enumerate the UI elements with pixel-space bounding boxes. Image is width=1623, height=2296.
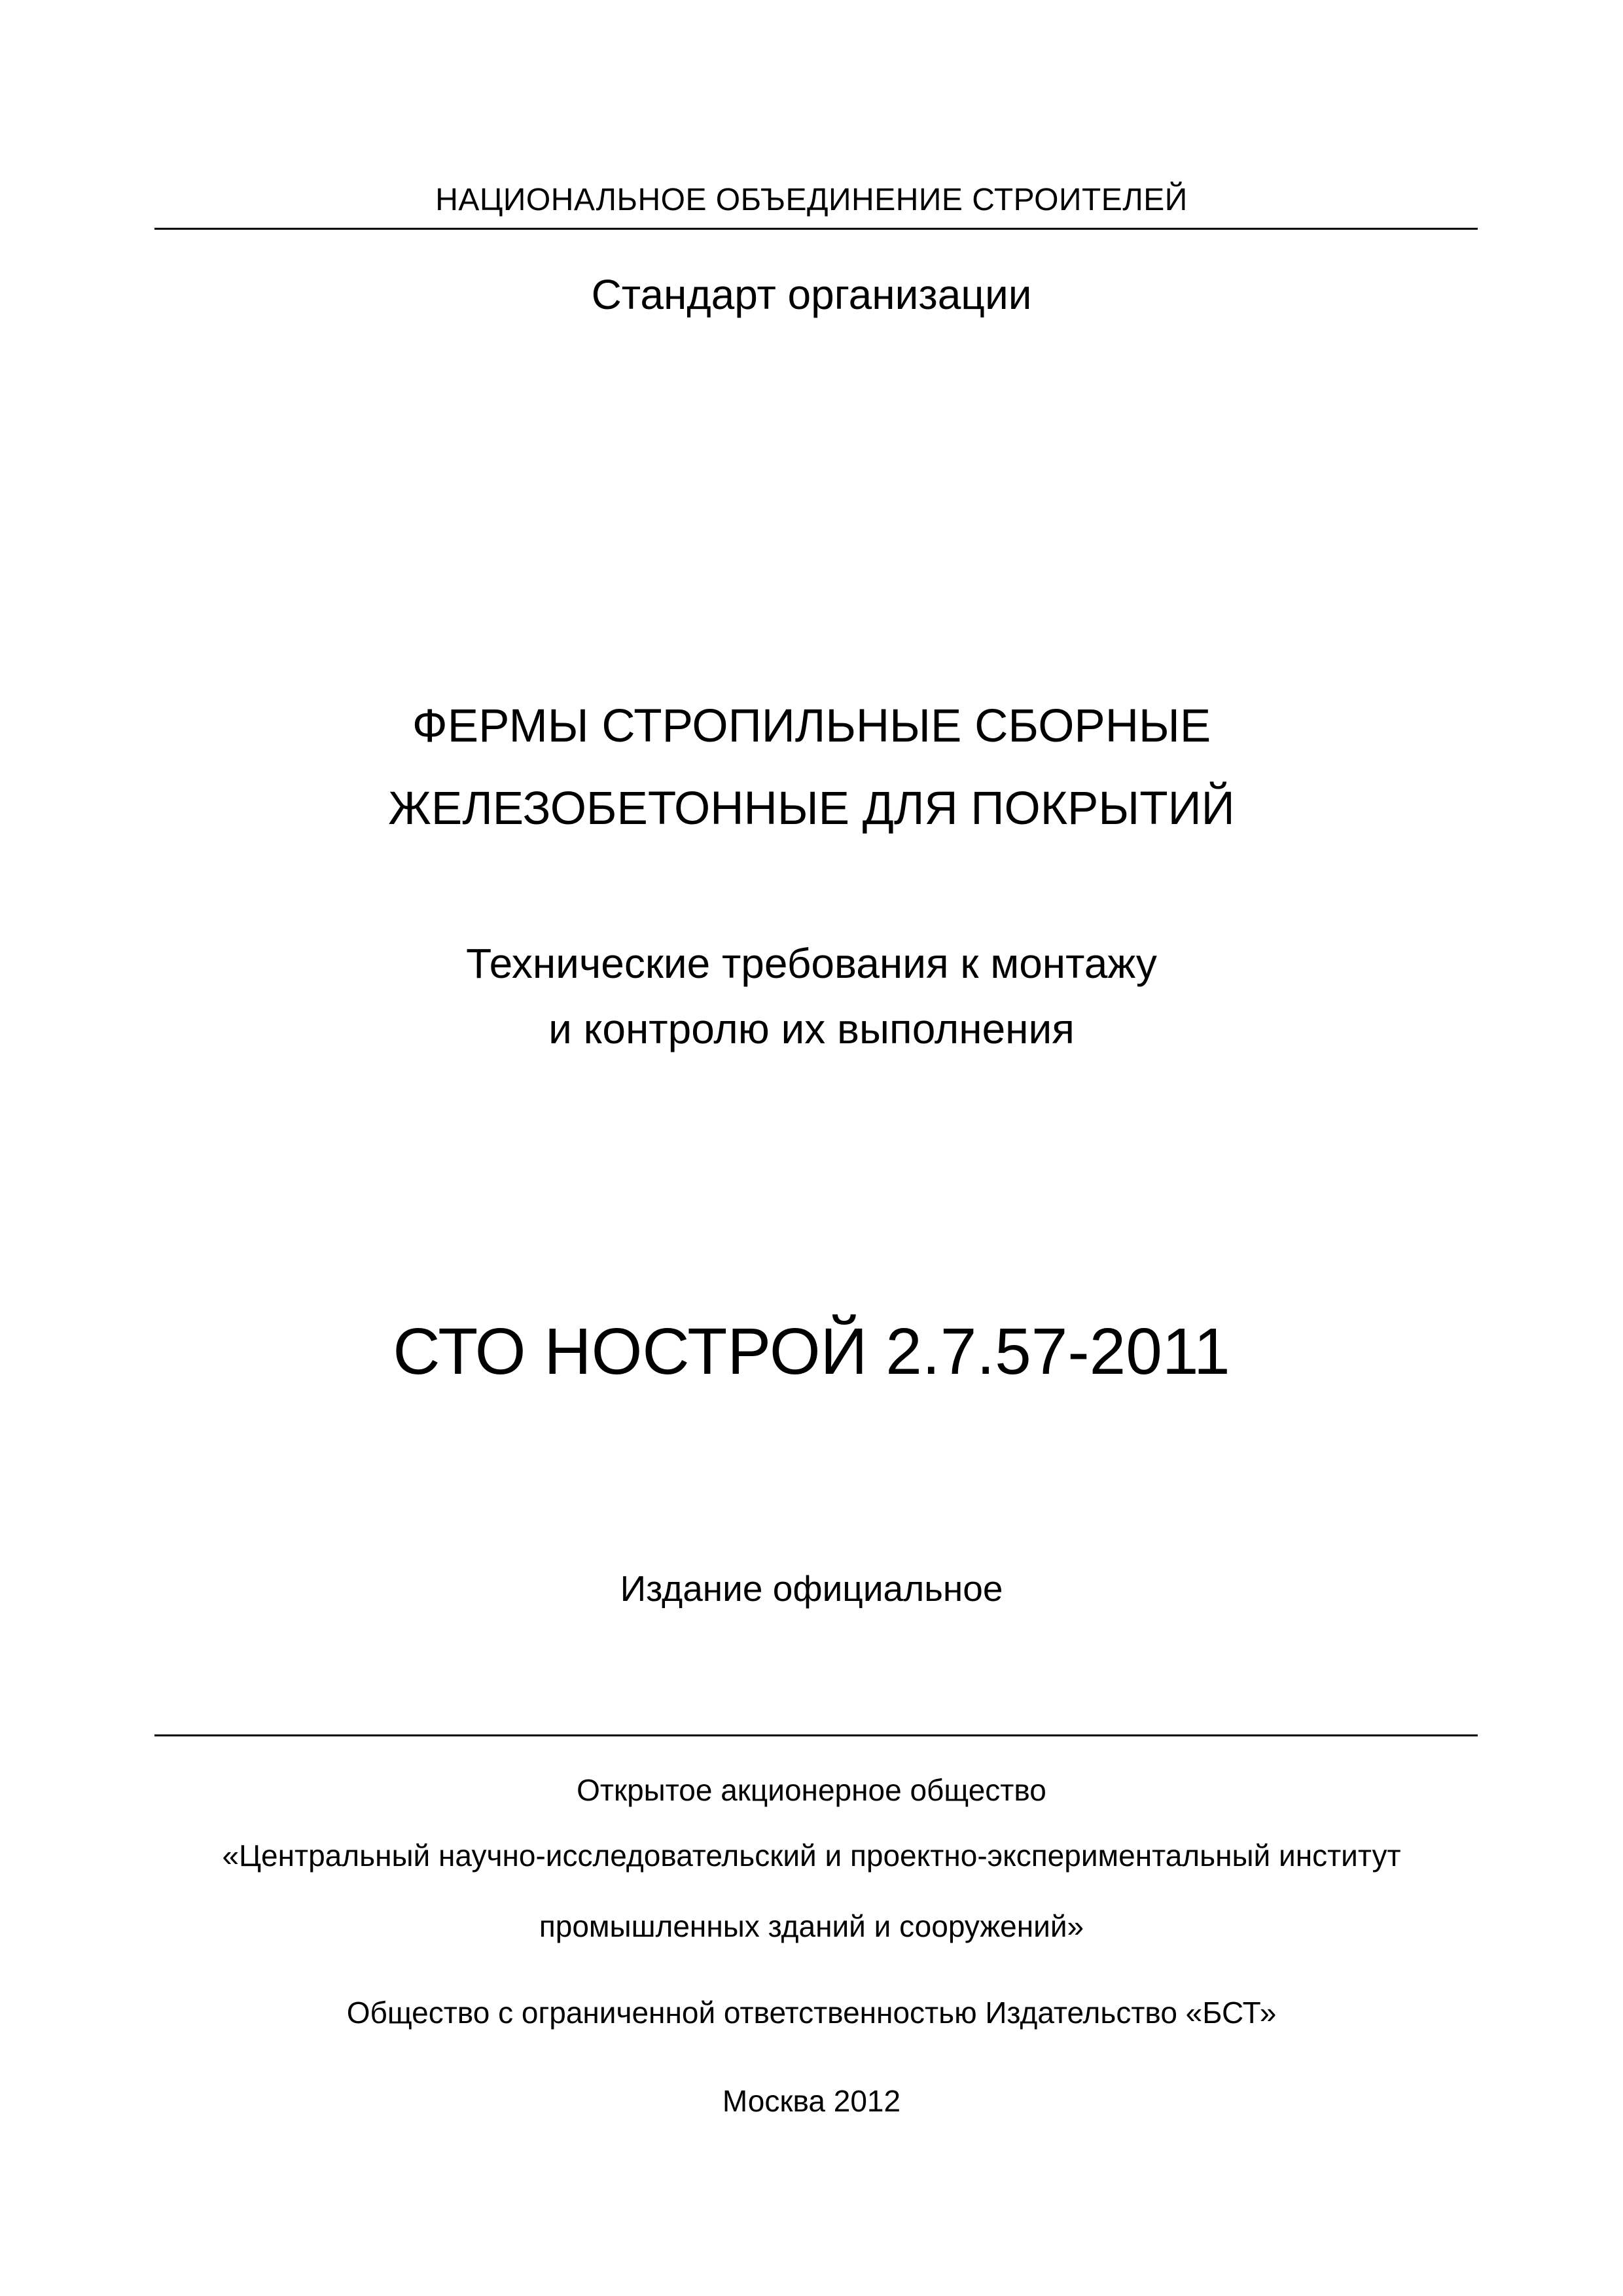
bottom-divider	[154, 1734, 1478, 1736]
document-title-line-2: ЖЕЛЕЗОБЕТОННЫЕ ДЛЯ ПОКРЫТИЙ	[388, 783, 1235, 834]
edition-label: Издание официальное	[620, 1568, 1003, 1609]
standard-designation: СТО НОСТРОЙ 2.7.57-2011	[393, 1315, 1230, 1388]
document-subtitle-line-1: Технические требования к монтажу	[466, 940, 1157, 987]
organization-header: НАЦИОНАЛЬНОЕ ОБЪЕДИНЕНИЕ СТРОИТЕЛЕЙ	[435, 183, 1188, 217]
city-year: Москва 2012	[722, 2084, 901, 2118]
publisher-line-4: Общество с ограниченной ответственностью Издательство «БСТ»	[346, 1996, 1277, 2030]
document-title-line-1: ФЕРМЫ СТРОПИЛЬНЫЕ СБОРНЫЕ	[412, 700, 1211, 752]
publisher-line-1: Открытое акционерное общество	[577, 1773, 1046, 1807]
publisher-line-2: «Центральный научно-исследовательский и проектно-экспериментальный институт	[222, 1839, 1401, 1873]
standard-type: Стандарт организации	[591, 271, 1032, 318]
publisher-line-3: промышленных зданий и сооружений»	[539, 1909, 1084, 1943]
document-subtitle-line-2: и контролю их выполнения	[548, 1005, 1075, 1052]
top-divider	[154, 228, 1478, 230]
